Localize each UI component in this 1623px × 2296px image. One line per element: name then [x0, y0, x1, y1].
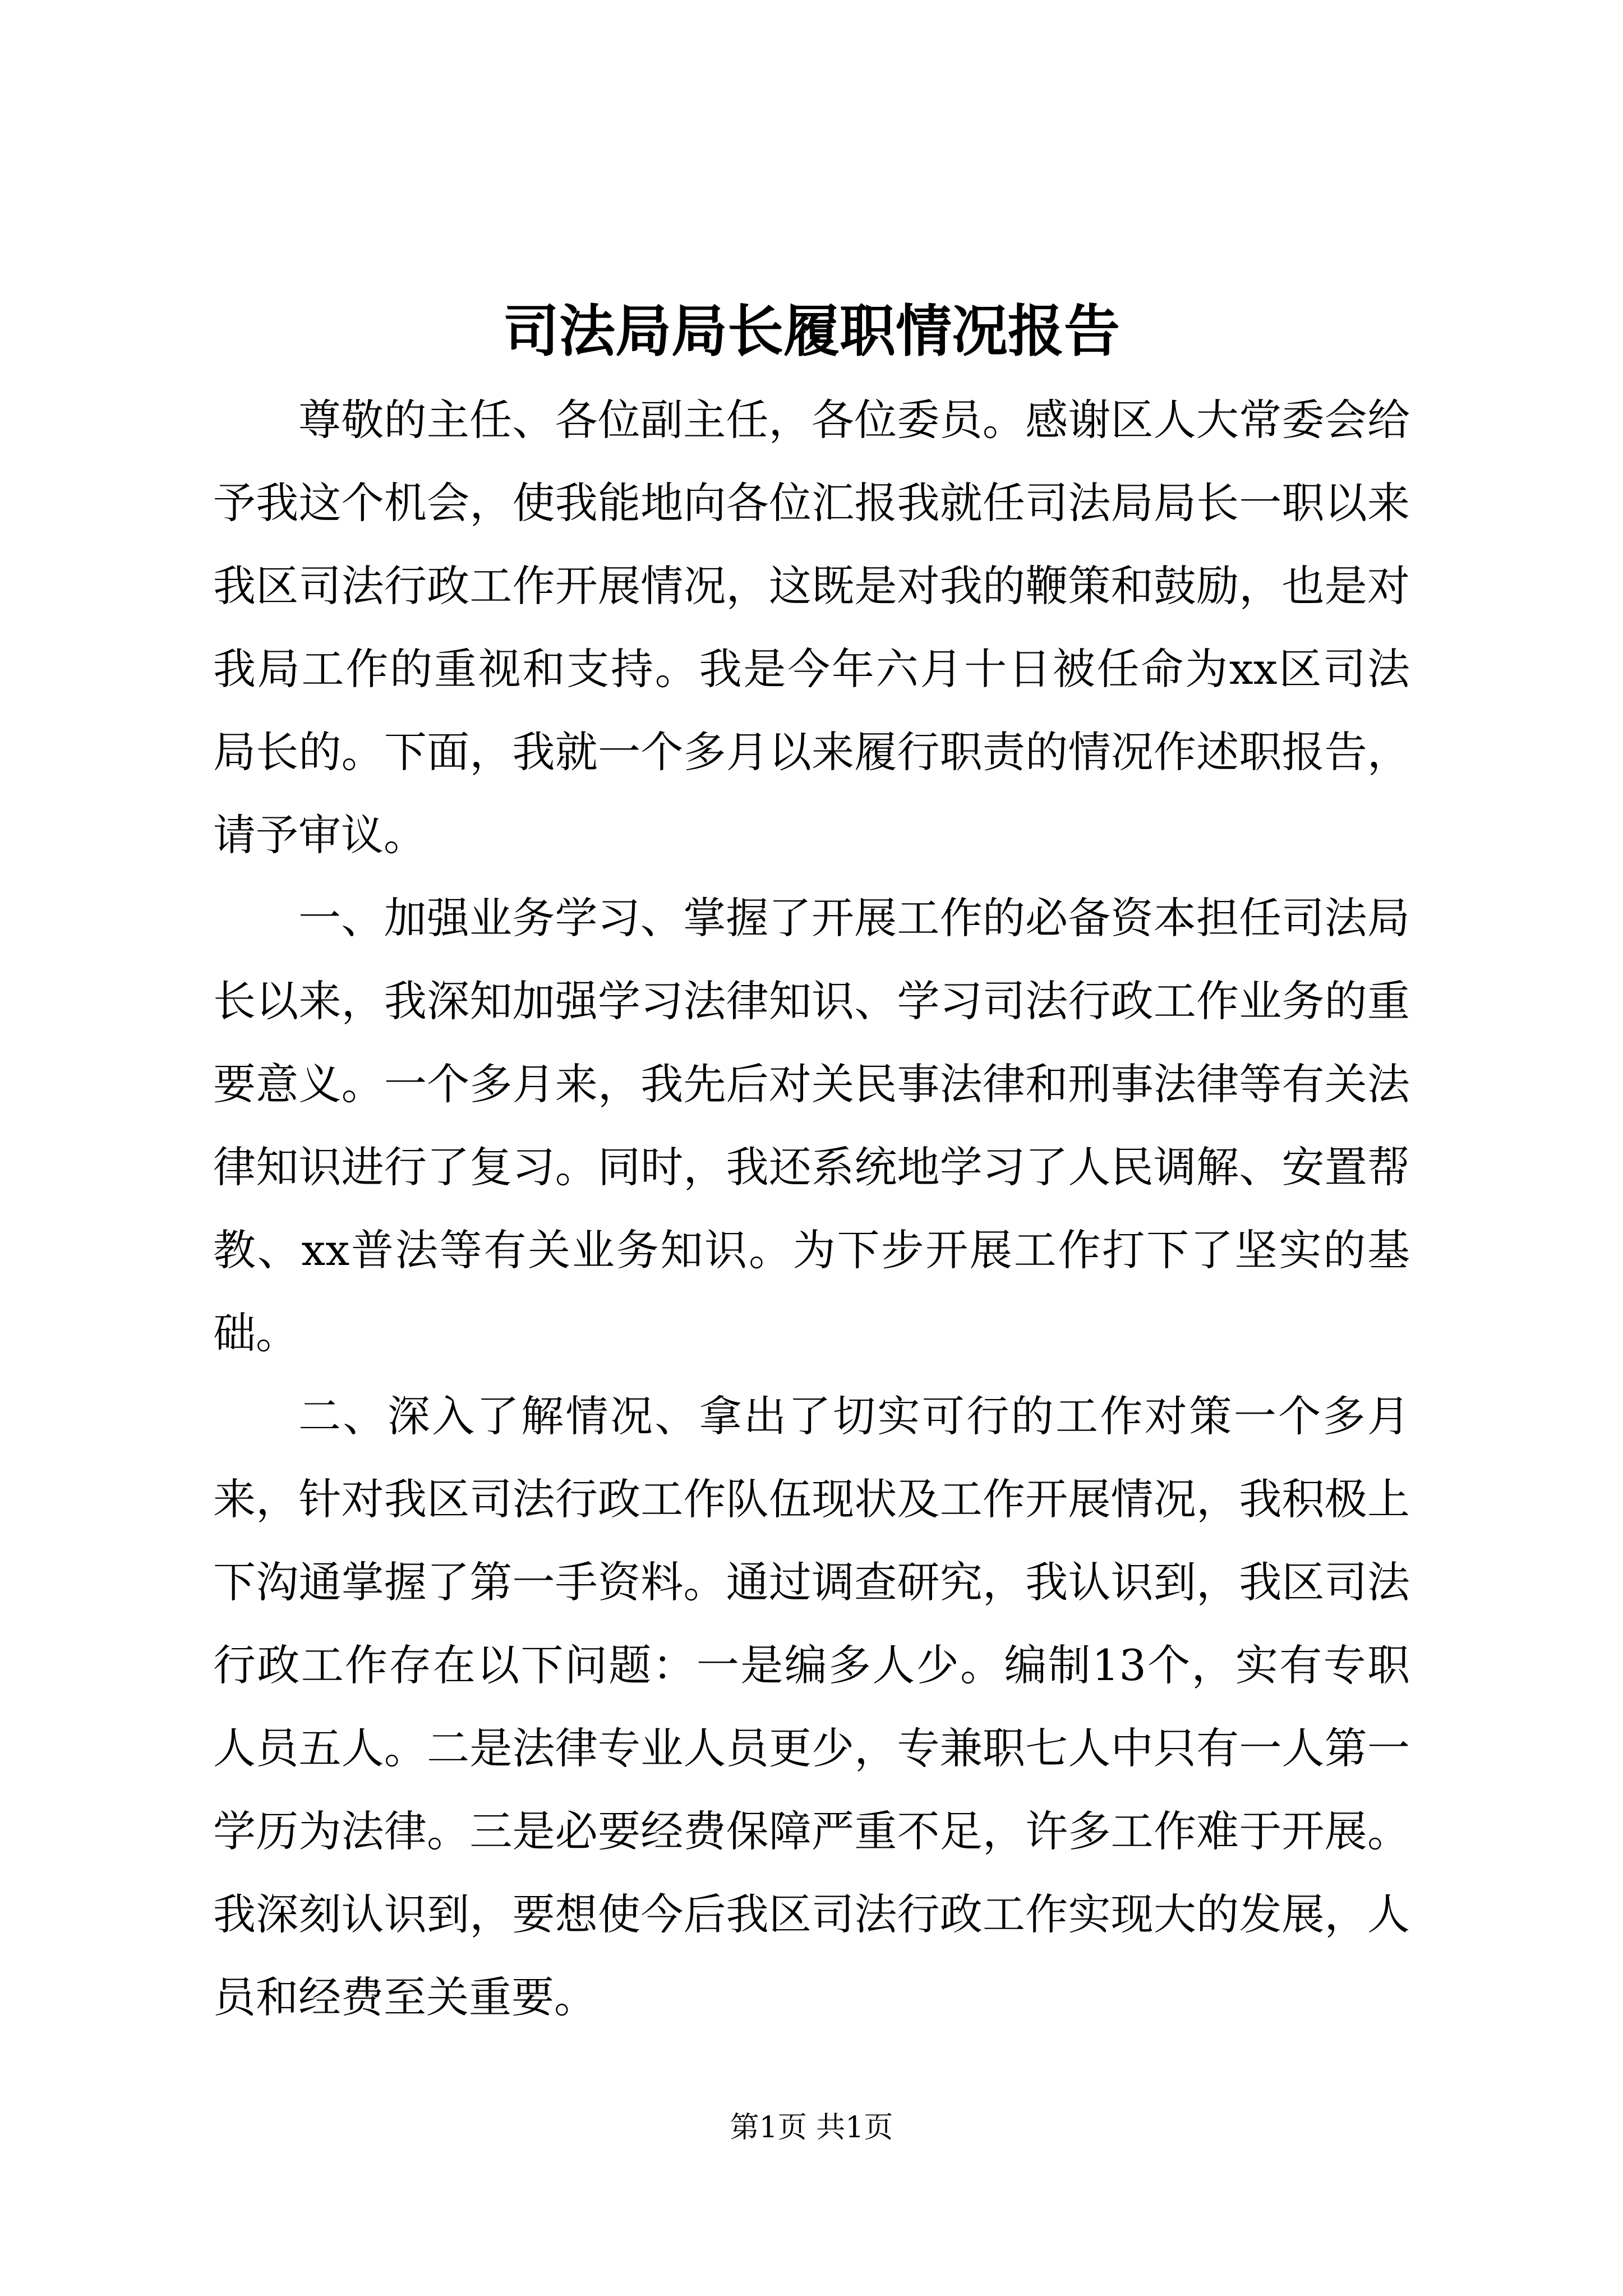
paragraph-section-one: 一、加强业务学习、掌握了开展工作的必备资本担任司法局长以来，我深知加强学习法律知识、学习司法行政工作业务的重要意义。一个多月来，我先后对关民事法律和刑事法律等有关法律知识进行了复习。同时，我还系统地学习了人民调解、安置帮教、xx普法等有关业务知识。为下步开展工作打下了坚实的基础。: [213, 893, 1410, 1358]
page-footer: 第1页 共1页: [730, 2111, 893, 2145]
document-title: 司法局局长履职情况报告: [503, 298, 1120, 364]
document-body: [213, 379, 1410, 2039]
paragraph-opening: 尊敬的主任、各位副主任，各位委员。感谢区人大常委会给予我这个机会，使我能地向各位汇报我就任司法局局长一职以来我区司法行政工作开展情况，这既是对我的鞭策和鼓励，也是对我局工作的重视和支持。我是今年六月十日被任命为xx区司法局长的。下面，我就一个多月以来履行职责的情况作述职报告，请予审议。: [213, 395, 1410, 860]
paragraph-section-two: 二、深入了解情况、拿出了切实可行的工作对策一个多月来，针对我区司法行政工作队伍现状及工作开展情况，我积极上下沟通掌握了第一手资料。通过调查研究，我认识到，我区司法行政工作存在以下问题：一是编多人少。编制13个，实有专职人员五人。二是法律专业人员更少，专兼职七人中只有一人第一学历为法律。三是必要经费保障严重不足，许多工作难于开展。我深刻认识到，要想使今后我区司法行政工作实现大的发展，人员和经费至关重要。: [213, 1391, 1410, 2022]
